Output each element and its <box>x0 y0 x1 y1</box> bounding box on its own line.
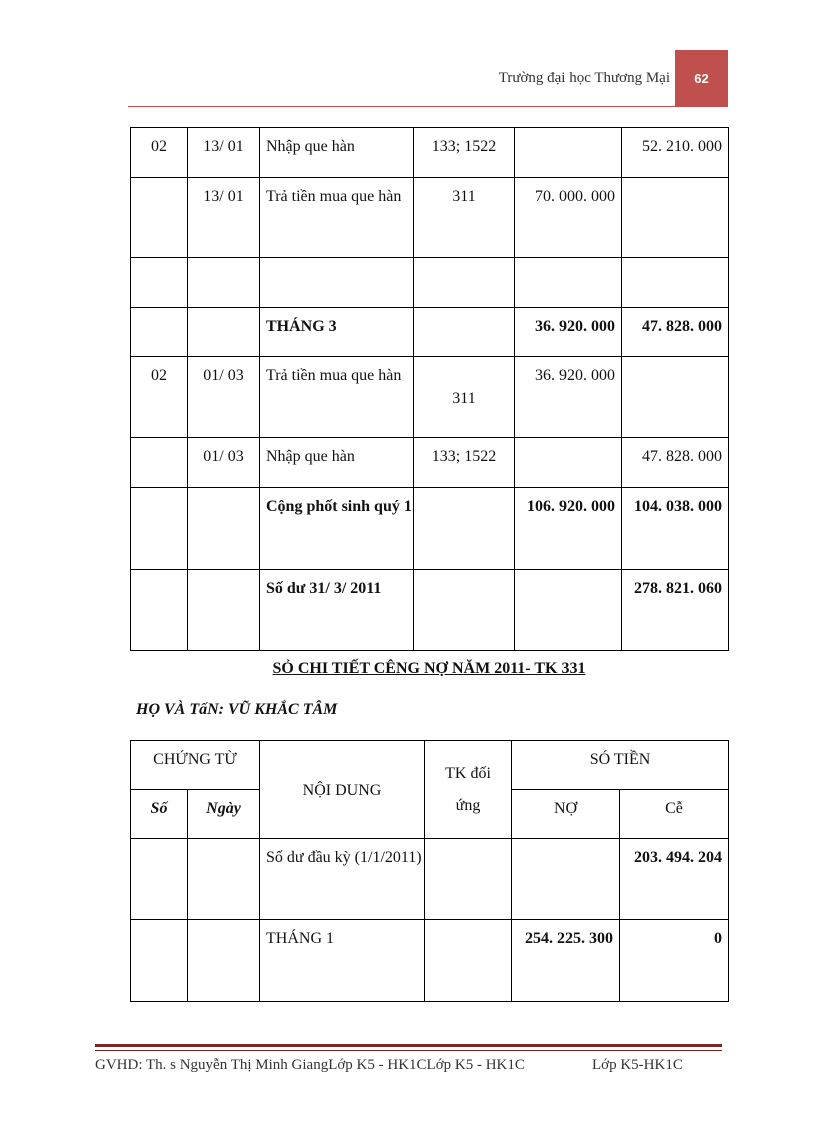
cell-tk: 311 <box>414 357 515 438</box>
cell-no: 36. 920. 000 <box>515 308 622 357</box>
cell-tk <box>425 839 512 920</box>
section-title <box>130 660 728 678</box>
table-row <box>131 839 729 920</box>
cell-co <box>622 258 729 308</box>
footer-divider-thin <box>95 1050 722 1051</box>
page-number: 62 <box>675 50 728 107</box>
table-row <box>131 570 729 651</box>
cell-co: 104. 038. 000 <box>622 488 729 570</box>
footer-divider <box>95 1044 722 1047</box>
header-chung-tu: CHỨNG TỪ <box>131 741 260 790</box>
cell-ngay <box>188 258 260 308</box>
table-row <box>131 258 729 308</box>
cell-so <box>131 308 188 357</box>
table-row <box>131 357 729 438</box>
cell-no: 254. 225. 300 <box>512 920 620 1002</box>
footer-right: Lớp K5-HK1C <box>592 1057 683 1073</box>
cell-no: 106. 920. 000 <box>515 488 622 570</box>
cell-noi-dung: Trả tiền mua que hàn <box>260 178 414 258</box>
header-noi-dung: NỘI DUNG <box>260 741 425 839</box>
cell-tk <box>414 570 515 651</box>
cell-ngay <box>188 308 260 357</box>
cell-ngay <box>188 488 260 570</box>
table-row <box>131 308 729 357</box>
cell-ngay <box>188 920 260 1002</box>
cell-so <box>131 438 188 488</box>
cell-so <box>131 920 188 1002</box>
table-row <box>131 128 729 178</box>
cell-no: 36. 920. 000 <box>515 357 622 438</box>
cell-co: 203. 494. 204 <box>620 839 729 920</box>
cell-ngay: 01/ 03 <box>188 438 260 488</box>
cell-co <box>622 178 729 258</box>
cell-ngay: 13/ 01 <box>188 178 260 258</box>
cell-no <box>515 438 622 488</box>
table-row <box>131 438 729 488</box>
cell-so: 02 <box>131 357 188 438</box>
cell-noi-dung: THÁNG 1 <box>260 920 425 1002</box>
cell-noi-dung: Số dư 31/ 3/ 2011 <box>260 570 414 651</box>
header-so: Số <box>131 790 188 839</box>
footer-left: GVHD: Th. s Nguyễn Thị Minh GiangLớp K5 - HK1CLớp K5 - HK1C <box>95 1057 525 1073</box>
header-so-tien: SÓ TIỀN <box>512 741 729 790</box>
cell-noi-dung: Số dư đầu kỳ (1/1/2011) <box>260 839 425 920</box>
cell-tk <box>414 488 515 570</box>
cell-no <box>512 839 620 920</box>
cell-so: 02 <box>131 128 188 178</box>
ledger-table <box>130 740 729 1002</box>
cell-ngay: 01/ 03 <box>188 357 260 438</box>
cell-tk <box>414 308 515 357</box>
cell-co: 0 <box>620 920 729 1002</box>
cell-noi-dung: Cộng phốt sinh quý 1 <box>260 488 414 570</box>
cell-noi-dung: Trả tiền mua que hàn <box>260 357 414 438</box>
header-co: Cễ <box>620 790 729 839</box>
section-title-text: SỎ CHI TIẾT CÊNG NỢ NĂM 2011- TK 331 <box>272 660 586 677</box>
cell-noi-dung: Nhập que hàn <box>260 438 414 488</box>
cell-so <box>131 258 188 308</box>
table-row <box>131 488 729 570</box>
cell-tk: 311 <box>414 178 515 258</box>
cell-ngay <box>188 570 260 651</box>
cell-ngay: 13/ 01 <box>188 128 260 178</box>
cell-so <box>131 839 188 920</box>
cell-noi-dung <box>260 258 414 308</box>
cell-no: 70. 000. 000 <box>515 178 622 258</box>
header-no: NỢ <box>512 790 620 839</box>
cell-tk: 133; 1522 <box>414 438 515 488</box>
cell-so <box>131 570 188 651</box>
cell-ngay <box>188 839 260 920</box>
cell-so <box>131 178 188 258</box>
table-row <box>131 178 729 258</box>
cell-co: 47. 828. 000 <box>622 438 729 488</box>
cell-co <box>622 357 729 438</box>
header-divider <box>128 106 728 107</box>
cell-tk: 133; 1522 <box>414 128 515 178</box>
cell-co: 47. 828. 000 <box>622 308 729 357</box>
cell-noi-dung: THÁNG 3 <box>260 308 414 357</box>
header-tk-doi-ung: TK đối ứng <box>425 741 512 839</box>
cell-tk <box>425 920 512 1002</box>
cell-noi-dung: Nhập que hàn <box>260 128 414 178</box>
header-ngay: Ngày <box>188 790 260 839</box>
cell-no <box>515 128 622 178</box>
header-school: Trường đại học Thương Mại <box>498 70 670 86</box>
cell-tk <box>414 258 515 308</box>
cell-co: 278. 821. 060 <box>622 570 729 651</box>
table-row <box>131 920 729 1002</box>
person-line: HỌ VÀ TấN: VŨ KHẮC TÂM <box>136 701 338 718</box>
cell-co: 52. 210. 000 <box>622 128 729 178</box>
cell-no <box>515 570 622 651</box>
ledger-table-continued <box>130 127 729 651</box>
cell-no <box>515 258 622 308</box>
cell-so <box>131 488 188 570</box>
